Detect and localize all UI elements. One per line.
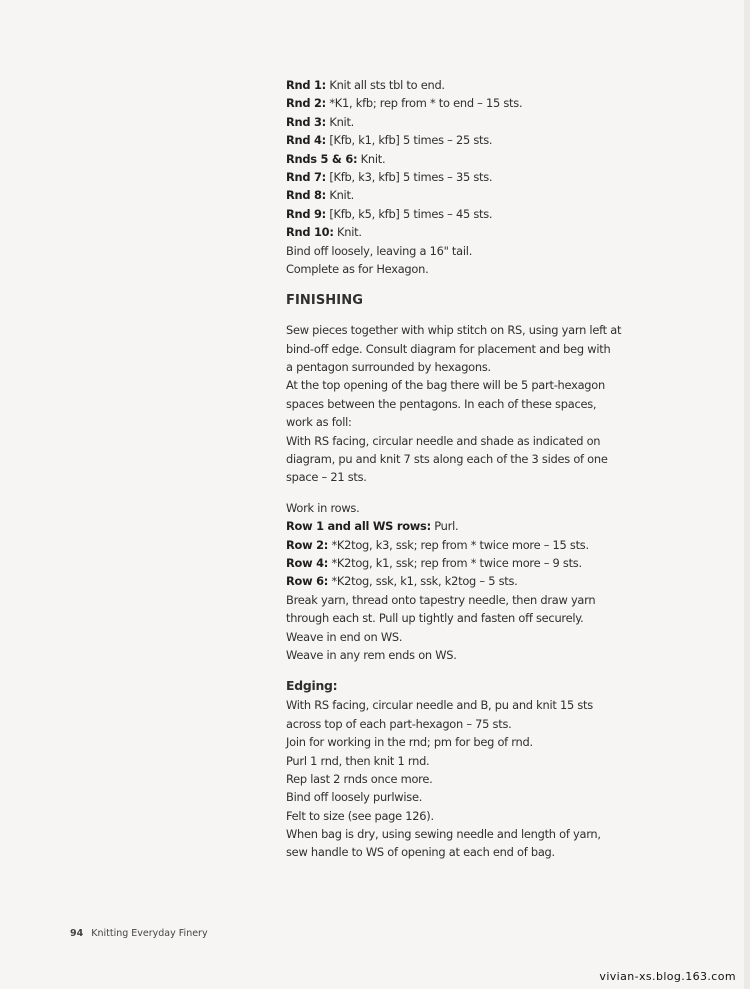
instruction-line bbox=[286, 205, 666, 223]
row-text: through each st. Pull up tightly and fasten off securely. bbox=[286, 611, 584, 626]
edging-instructions bbox=[286, 696, 666, 862]
round-label: Rnd 4: bbox=[286, 133, 326, 148]
row-text: *K2tog, k3, ssk; rep from * twice more – 15 sts. bbox=[328, 537, 589, 552]
row-label: Row 4: bbox=[286, 555, 329, 570]
row-text: Weave in any rem ends on WS. bbox=[286, 647, 457, 662]
page-number: 94 bbox=[70, 928, 84, 939]
text-line: space – 21 sts. bbox=[286, 470, 367, 485]
instruction-line bbox=[286, 591, 666, 609]
text-line: across top of each part-hexagon – 75 sts. bbox=[286, 716, 512, 731]
instruction-line bbox=[286, 628, 666, 646]
pattern-text bbox=[286, 76, 666, 862]
text-line: Join for working in the rnd; pm for beg of rnd. bbox=[286, 735, 533, 750]
instruction-line bbox=[286, 242, 666, 260]
instruction-line bbox=[286, 260, 666, 278]
instruction-line bbox=[286, 572, 666, 590]
row-label: Row 1 and all WS rows: bbox=[286, 519, 431, 534]
round-text: Complete as for Hexagon. bbox=[286, 261, 429, 276]
instruction-line bbox=[286, 646, 666, 664]
book-title: Knitting Everyday Finery bbox=[91, 928, 208, 939]
round-text: Knit. bbox=[357, 151, 386, 166]
instruction-line bbox=[286, 554, 666, 572]
edging-heading: Edging: bbox=[286, 678, 338, 694]
instruction-line bbox=[286, 113, 666, 131]
row-label: Row 2: bbox=[286, 537, 329, 552]
instruction-line bbox=[286, 168, 666, 186]
row-text: Purl. bbox=[430, 519, 459, 534]
round-label: Rnd 3: bbox=[286, 114, 326, 129]
round-text: Knit. bbox=[333, 225, 362, 240]
round-label: Rnd 8: bbox=[286, 188, 326, 203]
instruction-line bbox=[286, 76, 666, 94]
round-label: Rnd 2: bbox=[286, 96, 326, 111]
instruction-line bbox=[286, 186, 666, 204]
round-label: Rnd 7: bbox=[286, 169, 326, 184]
spacer bbox=[286, 312, 666, 321]
instruction-line bbox=[286, 517, 666, 535]
text-line: Felt to size (see page 126). bbox=[286, 808, 434, 823]
instruction-line bbox=[286, 223, 666, 241]
instruction-line bbox=[286, 150, 666, 168]
spacer bbox=[286, 487, 666, 499]
row-text: Weave in end on WS. bbox=[286, 629, 403, 644]
text-line: a pentagon surrounded by hexagons. bbox=[286, 360, 491, 375]
round-label: Rnds 5 & 6: bbox=[286, 151, 358, 166]
finishing-paragraph bbox=[286, 321, 666, 487]
round-label: Rnd 1: bbox=[286, 78, 326, 92]
row-label: Row 6: bbox=[286, 574, 329, 589]
round-text: [Kfb, k1, kfb] 5 times – 25 sts. bbox=[325, 133, 493, 148]
round-text: [Kfb, k5, kfb] 5 times – 45 sts. bbox=[325, 206, 493, 221]
text-line: Purl 1 rnd, then knit 1 rnd. bbox=[286, 753, 430, 768]
round-label: Rnd 9: bbox=[286, 206, 326, 221]
instruction-line bbox=[286, 94, 666, 112]
page-footer bbox=[70, 928, 208, 939]
finishing-rows bbox=[286, 499, 666, 665]
finishing-heading: FINISHING bbox=[286, 293, 363, 309]
row-text: *K2tog, ssk, k1, ssk, k2tog – 5 sts. bbox=[328, 574, 518, 589]
row-text: *K2tog, k1, ssk; rep from * twice more – 9 sts. bbox=[328, 555, 582, 570]
spacer bbox=[286, 278, 666, 290]
text-line: diagram, pu and knit 7 sts along each of the 3 sides of one bbox=[286, 452, 608, 467]
round-text: [Kfb, k3, kfb] 5 times – 35 sts. bbox=[325, 169, 493, 184]
instruction-line bbox=[286, 131, 666, 149]
pentagon-rounds bbox=[286, 76, 666, 278]
watermark: vivian-xs.blog.163.com bbox=[599, 970, 736, 983]
text-line: work as foll: bbox=[286, 415, 352, 430]
row-text: Break yarn, thread onto tapestry needle, then draw yarn bbox=[286, 592, 596, 607]
text-line: At the top opening of the bag there will be 5 part-hexagon bbox=[286, 378, 605, 393]
round-text: Bind off loosely, leaving a 16" tail. bbox=[286, 243, 473, 258]
round-text: *K1, kfb; rep from * to end – 15 sts. bbox=[325, 96, 523, 111]
text-line: Sew pieces together with whip stitch on RS, using yarn left at bbox=[286, 323, 622, 338]
text-line: spaces between the pentagons. In each of these spaces, bbox=[286, 396, 597, 411]
round-text: Knit. bbox=[325, 114, 355, 129]
round-text: Knit. bbox=[325, 188, 355, 203]
row-text: Work in rows. bbox=[286, 500, 360, 515]
instruction-line bbox=[286, 536, 666, 554]
text-line: With RS facing, circular needle and B, pu and knit 15 sts bbox=[286, 698, 593, 713]
page-edge bbox=[744, 0, 750, 989]
text-line: bind-off edge. Consult diagram for placement and beg with bbox=[286, 341, 611, 356]
round-text: Knit all sts tbl to end. bbox=[325, 78, 445, 92]
text-line: sew handle to WS of opening at each end of bag. bbox=[286, 845, 555, 860]
text-line: Bind off loosely purlwise. bbox=[286, 790, 423, 805]
text-line: With RS facing, circular needle and shade as indicated on bbox=[286, 433, 601, 448]
text-line: When bag is dry, using sewing needle and length of yarn, bbox=[286, 827, 601, 842]
text-line: Rep last 2 rnds once more. bbox=[286, 771, 433, 786]
round-label: Rnd 10: bbox=[286, 225, 334, 240]
spacer bbox=[286, 664, 666, 676]
instruction-line bbox=[286, 499, 666, 517]
instruction-line bbox=[286, 609, 666, 627]
